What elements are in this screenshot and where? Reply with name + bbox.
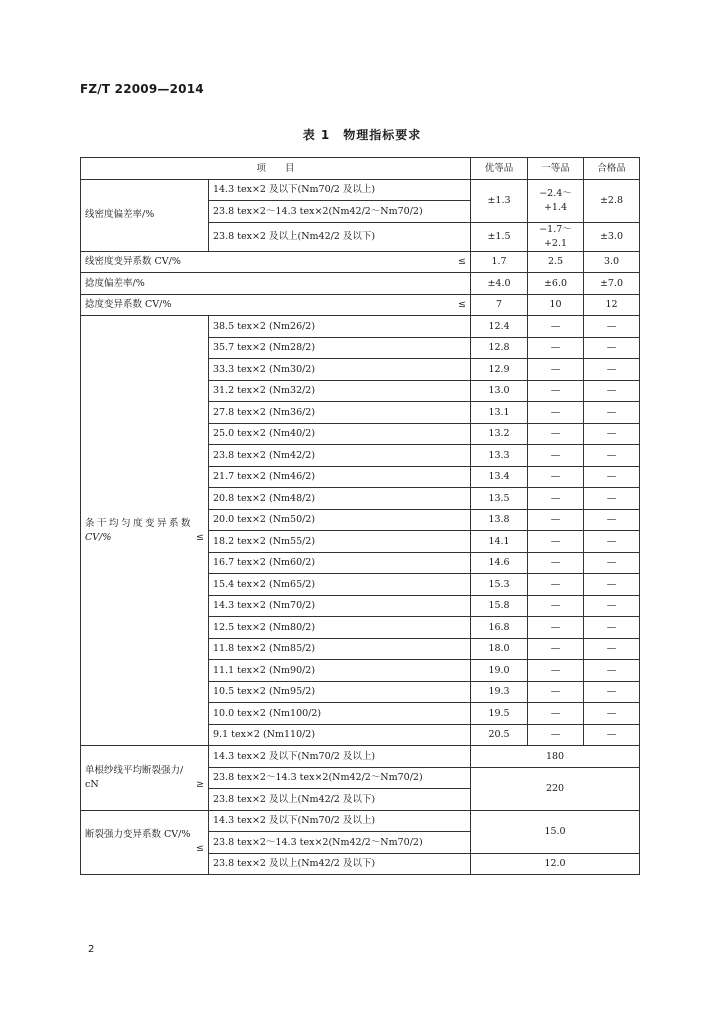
dash-cell: — [584, 531, 640, 553]
spec-cell: 23.8 tex×2～14.3 tex×2(Nm42/2～Nm70/2) [209, 767, 471, 789]
spec-cell: 9.1 tex×2 (Nm110/2) [209, 724, 471, 746]
spec-cell: 14.3 tex×2 (Nm70/2) [209, 595, 471, 617]
dash-cell: — [584, 466, 640, 488]
grade-b-cell: 10 [528, 294, 584, 316]
spec-cell: 25.0 tex×2 (Nm40/2) [209, 423, 471, 445]
grade-a-cell: 19.0 [471, 660, 528, 682]
grade-a-cell: 13.0 [471, 380, 528, 402]
dash-cell: — [528, 423, 584, 445]
page-number: 2 [88, 944, 95, 955]
spec-cell: 18.2 tex×2 (Nm55/2) [209, 531, 471, 553]
spec-cell: 23.8 tex×2 及以上(Nm42/2 及以下) [209, 789, 471, 811]
grade-c-cell: 3.0 [584, 251, 640, 273]
table-row [81, 251, 640, 273]
spec-cell: 38.5 tex×2 (Nm26/2) [209, 316, 471, 338]
ge-symbol: ≥ [196, 778, 204, 790]
spec-cell: 10.5 tex×2 (Nm95/2) [209, 681, 471, 703]
grade-a-cell: ±1.3 [471, 179, 528, 222]
dash-cell: — [584, 724, 640, 746]
dash-cell: — [584, 509, 640, 531]
grade-a-cell: 1.7 [471, 251, 528, 273]
dash-cell: — [528, 660, 584, 682]
dash-cell: — [528, 681, 584, 703]
le-symbol: ≤ [458, 299, 467, 311]
grade-a-cell: ±4.0 [471, 273, 528, 295]
spec-cell: 23.8 tex×2～14.3 tex×2(Nm42/2～Nm70/2) [209, 832, 471, 854]
spec-cell: 33.3 tex×2 (Nm30/2) [209, 359, 471, 381]
dash-cell: — [584, 681, 640, 703]
merged-value-cell: 180 [471, 746, 640, 768]
grade-a-cell: 15.3 [471, 574, 528, 596]
dash-cell: — [584, 488, 640, 510]
spec-cell: 16.7 tex×2 (Nm60/2) [209, 552, 471, 574]
strength-label: 单根纱线平均断裂强力/ cN ≥ [81, 746, 209, 811]
dash-cell: — [584, 595, 640, 617]
table-header-row [81, 158, 640, 180]
grade-a-cell: 12.9 [471, 359, 528, 381]
spec-cell: 10.0 tex×2 (Nm100/2) [209, 703, 471, 725]
grade-a-cell: 19.5 [471, 703, 528, 725]
header-item: 项 目 [81, 158, 471, 180]
physical-spec-table [80, 157, 640, 875]
dash-cell: — [528, 552, 584, 574]
grade-b-cell: −2.4～ +1.4 [528, 179, 584, 222]
density-cv-label: 线密度变异系数 CV/% ≤ [81, 251, 471, 273]
grade-a-cell: 7 [471, 294, 528, 316]
dash-cell: — [584, 703, 640, 725]
grade-a-cell: 13.2 [471, 423, 528, 445]
grade-a-cell: 12.8 [471, 337, 528, 359]
table-row [81, 746, 640, 768]
header-grade-b: 一等品 [528, 158, 584, 180]
dash-cell: — [528, 531, 584, 553]
document-code: FZ/T 22009—2014 [80, 82, 204, 96]
dash-cell: — [584, 359, 640, 381]
grade-a-cell: 15.8 [471, 595, 528, 617]
spec-cell: 35.7 tex×2 (Nm28/2) [209, 337, 471, 359]
merged-value-cell: 12.0 [471, 853, 640, 875]
grade-a-cell: 18.0 [471, 638, 528, 660]
grade-a-cell: ±1.5 [471, 222, 528, 251]
grade-a-cell: 13.4 [471, 466, 528, 488]
density-dev-label: 线密度偏差率/% [81, 179, 209, 251]
grade-a-cell: 13.5 [471, 488, 528, 510]
spec-cell: 14.3 tex×2 及以下(Nm70/2 及以上) [209, 179, 471, 201]
dash-cell: — [584, 617, 640, 639]
grade-b-cell: 2.5 [528, 251, 584, 273]
twist-cv-label: 捻度变异系数 CV/% ≤ [81, 294, 471, 316]
header-grade-a: 优等品 [471, 158, 528, 180]
dash-cell: — [528, 724, 584, 746]
grade-a-cell: 12.4 [471, 316, 528, 338]
spec-cell: 23.8 tex×2 (Nm42/2) [209, 445, 471, 467]
table-row [81, 179, 640, 201]
merged-value-cell: 220 [471, 767, 640, 810]
dash-cell: — [528, 638, 584, 660]
grade-a-cell: 20.5 [471, 724, 528, 746]
dash-cell: — [584, 380, 640, 402]
dash-cell: — [584, 402, 640, 424]
dash-cell: — [528, 402, 584, 424]
grade-a-cell: 13.3 [471, 445, 528, 467]
le-symbol: ≤ [196, 843, 204, 855]
grade-a-cell: 14.6 [471, 552, 528, 574]
dash-cell: — [584, 552, 640, 574]
grade-c-cell: ±7.0 [584, 273, 640, 295]
table-title: 表 1 物理指标要求 [302, 128, 422, 142]
header-grade-c: 合格品 [584, 158, 640, 180]
spec-cell: 11.1 tex×2 (Nm90/2) [209, 660, 471, 682]
table-row [81, 810, 640, 832]
dash-cell: — [528, 316, 584, 338]
le-symbol: ≤ [458, 256, 467, 268]
evenness-cv-label: 条干均匀度变异系数 CV/% ≤ [81, 316, 209, 746]
grade-a-cell: 13.1 [471, 402, 528, 424]
spec-cell: 12.5 tex×2 (Nm80/2) [209, 617, 471, 639]
grade-c-cell: ±3.0 [584, 222, 640, 251]
merged-value-cell: 15.0 [471, 810, 640, 853]
dash-cell: — [528, 509, 584, 531]
strength-cv-label: 断裂强力变异系数 CV/% ≤ [81, 810, 209, 875]
dash-cell: — [584, 337, 640, 359]
spec-cell: 15.4 tex×2 (Nm65/2) [209, 574, 471, 596]
spec-cell: 20.0 tex×2 (Nm50/2) [209, 509, 471, 531]
grade-b-cell: ±6.0 [528, 273, 584, 295]
spec-cell: 31.2 tex×2 (Nm32/2) [209, 380, 471, 402]
grade-a-cell: 13.8 [471, 509, 528, 531]
grade-a-cell: 16.8 [471, 617, 528, 639]
spec-cell: 11.8 tex×2 (Nm85/2) [209, 638, 471, 660]
dash-cell: — [584, 574, 640, 596]
table-row [81, 294, 640, 316]
dash-cell: — [584, 445, 640, 467]
spec-cell: 14.3 tex×2 及以下(Nm70/2 及以上) [209, 746, 471, 768]
dash-cell: — [584, 423, 640, 445]
dash-cell: — [584, 660, 640, 682]
dash-cell: — [528, 574, 584, 596]
grade-a-cell: 14.1 [471, 531, 528, 553]
spec-cell: 23.8 tex×2～14.3 tex×2(Nm42/2～Nm70/2) [209, 201, 471, 223]
table-row [81, 316, 640, 338]
spec-cell: 21.7 tex×2 (Nm46/2) [209, 466, 471, 488]
dash-cell: — [528, 445, 584, 467]
twist-dev-label: 捻度偏差率/% [81, 273, 471, 295]
dash-cell: — [528, 617, 584, 639]
dash-cell: — [528, 380, 584, 402]
grade-b-cell: −1.7～ +2.1 [528, 222, 584, 251]
table-row [81, 273, 640, 295]
dash-cell: — [528, 359, 584, 381]
dash-cell: — [528, 703, 584, 725]
dash-cell: — [528, 466, 584, 488]
dash-cell: — [584, 638, 640, 660]
le-symbol: ≤ [196, 531, 204, 543]
spec-cell: 14.3 tex×2 及以下(Nm70/2 及以上) [209, 810, 471, 832]
spec-cell: 27.8 tex×2 (Nm36/2) [209, 402, 471, 424]
grade-c-cell: ±2.8 [584, 179, 640, 222]
dash-cell: — [528, 595, 584, 617]
spec-cell: 23.8 tex×2 及以上(Nm42/2 及以下) [209, 222, 471, 251]
spec-cell: 20.8 tex×2 (Nm48/2) [209, 488, 471, 510]
grade-a-cell: 19.3 [471, 681, 528, 703]
dash-cell: — [528, 488, 584, 510]
grade-c-cell: 12 [584, 294, 640, 316]
spec-cell: 23.8 tex×2 及以上(Nm42/2 及以下) [209, 853, 471, 875]
dash-cell: — [584, 316, 640, 338]
dash-cell: — [528, 337, 584, 359]
